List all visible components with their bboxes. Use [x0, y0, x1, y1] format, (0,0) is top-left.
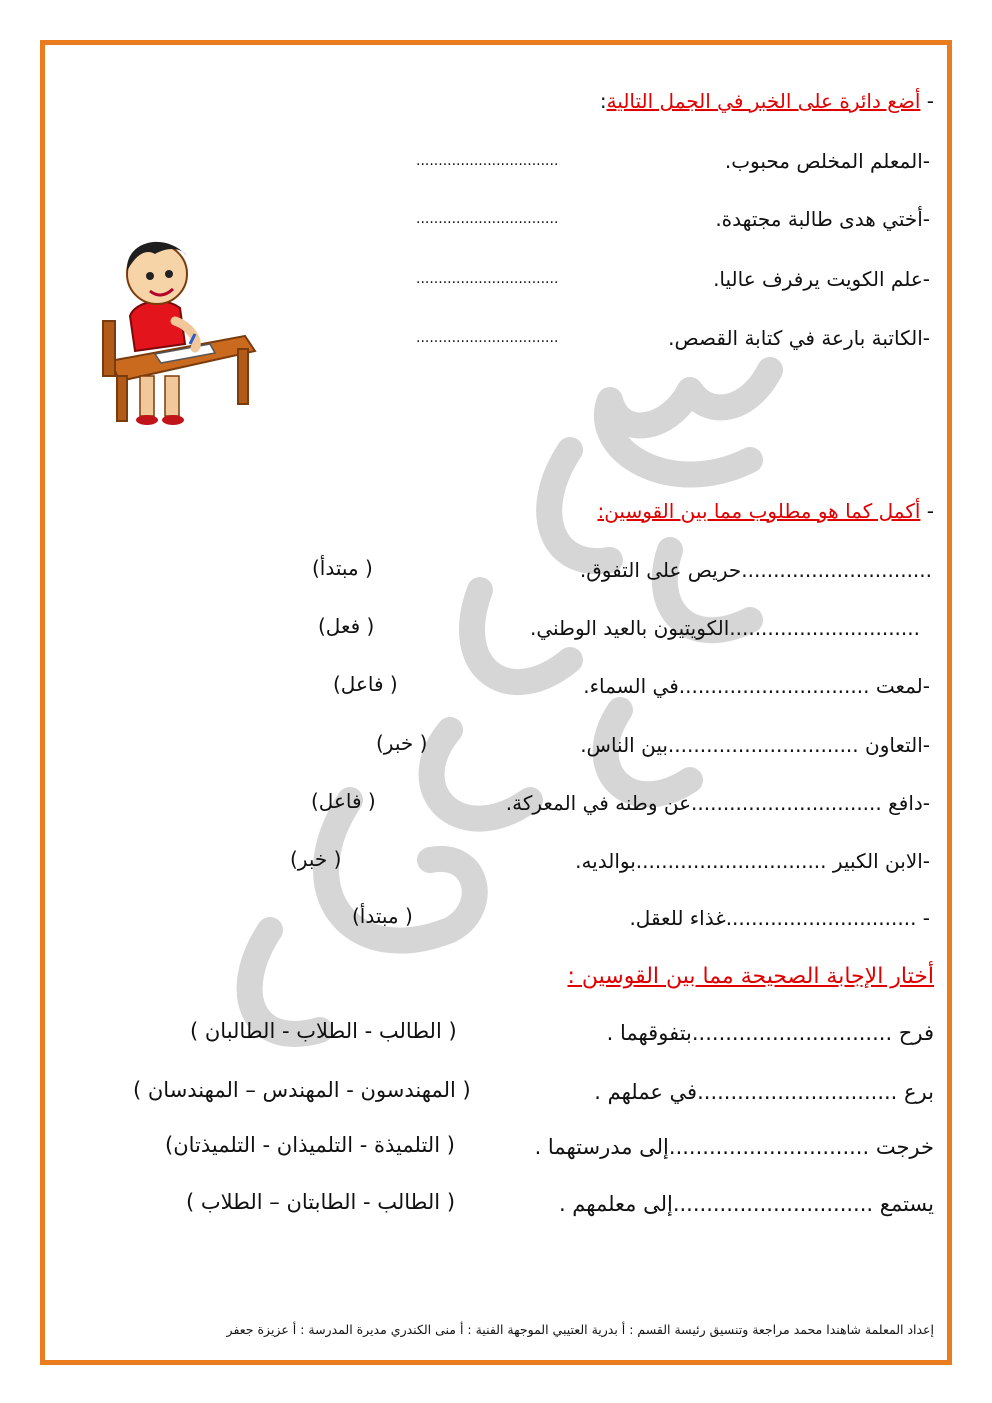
section2-sentence-7: - ..............................غذاء للعقل. [629, 906, 930, 930]
section1-dots-3[interactable]: ................................ [416, 271, 559, 287]
section3-options-4: ( الطالب - الطابتان – الطلاب ) [186, 1190, 456, 1214]
section1-heading: أضع دائرة على الخبر في الجمل التالية [606, 89, 921, 113]
section1-item-2: -أختي هدى طالبة مجتهدة. [715, 207, 930, 231]
section2-sentence-6: -الابن الكبير ..............................بوالديه. [575, 849, 930, 873]
section1-item-3: -علم الكويت يرفرف عاليا. [713, 267, 930, 291]
section2-heading-row [597, 498, 934, 524]
section1-item-1: -المعلم المخلص محبوب. [724, 149, 930, 173]
section1-heading-suffix: : [599, 89, 607, 113]
section1-dots-4[interactable]: ................................ [416, 330, 559, 346]
student-writing-illustration [95, 226, 260, 426]
section1-dots-1[interactable]: ................................ [416, 153, 559, 169]
section3-sentence-3: خرجت ..............................إلى مدرستهما . [534, 1135, 934, 1159]
section2-sentence-2: ..............................الكويتيون بالعيد الوطني. [529, 616, 920, 640]
footer-credits: إعداد المعلمة شاهندا محمد مراجعة وتنسيق رئيسة القسم : أ بدرية العتيبي الموجهة الفنية : أ منى الكندري مديرة المدرسة : أ عزيزة جعفر [226, 1322, 934, 1337]
section3-options-1: ( الطالب - الطلاب - الطالبان ) [190, 1019, 457, 1043]
section2-hint-6: ( خبر) [290, 847, 342, 871]
section3-sentence-1: فرح ..............................بتفوقهما . [606, 1021, 934, 1045]
section3-sentence-4: يستمع ..............................إلى معلمهم . [558, 1192, 934, 1216]
section1-heading-row [600, 88, 934, 114]
section2-sentence-4: -التعاون ..............................بين الناس. [580, 733, 930, 757]
section2-hint-4: ( خبر) [376, 731, 428, 755]
section3-options-2: ( المهندسون - المهندس – المهندسان ) [133, 1078, 471, 1102]
section2-hint-7: ( مبتدأ) [352, 904, 413, 928]
section2-hint-5: ( فاعل) [311, 789, 376, 813]
section1-heading-prefix: - [920, 89, 934, 113]
section2-sentence-3: -لمعت ..............................في السماء. [583, 674, 930, 698]
section2-hint-1: ( مبتدأ) [312, 556, 373, 580]
section3-options-3: ( التلميذة - التلميذان - التلميذتان) [165, 1133, 455, 1157]
section2-hint-3: ( فاعل) [333, 672, 398, 696]
section2-sentence-1: ..............................حريص على التفوق. [579, 558, 932, 582]
section1-item-4: -الكاتبة بارعة في كتابة القصص. [668, 326, 930, 350]
section3-heading: أختار الإجابة الصحيحة مما بين القوسين : [567, 964, 934, 989]
section2-heading-prefix: - [920, 499, 934, 523]
section3-sentence-2: برع ..............................في عملهم . [594, 1080, 934, 1104]
section1-dots-2[interactable]: ................................ [416, 211, 559, 227]
section2-sentence-5: -دافع ..............................عن وطنه في المعركة. [505, 791, 930, 815]
section2-heading: أكمل كما هو مطلوب مما بين القوسين: [597, 499, 921, 523]
section3-heading-row [567, 963, 934, 990]
section2-hint-2: ( فعل) [318, 614, 375, 638]
